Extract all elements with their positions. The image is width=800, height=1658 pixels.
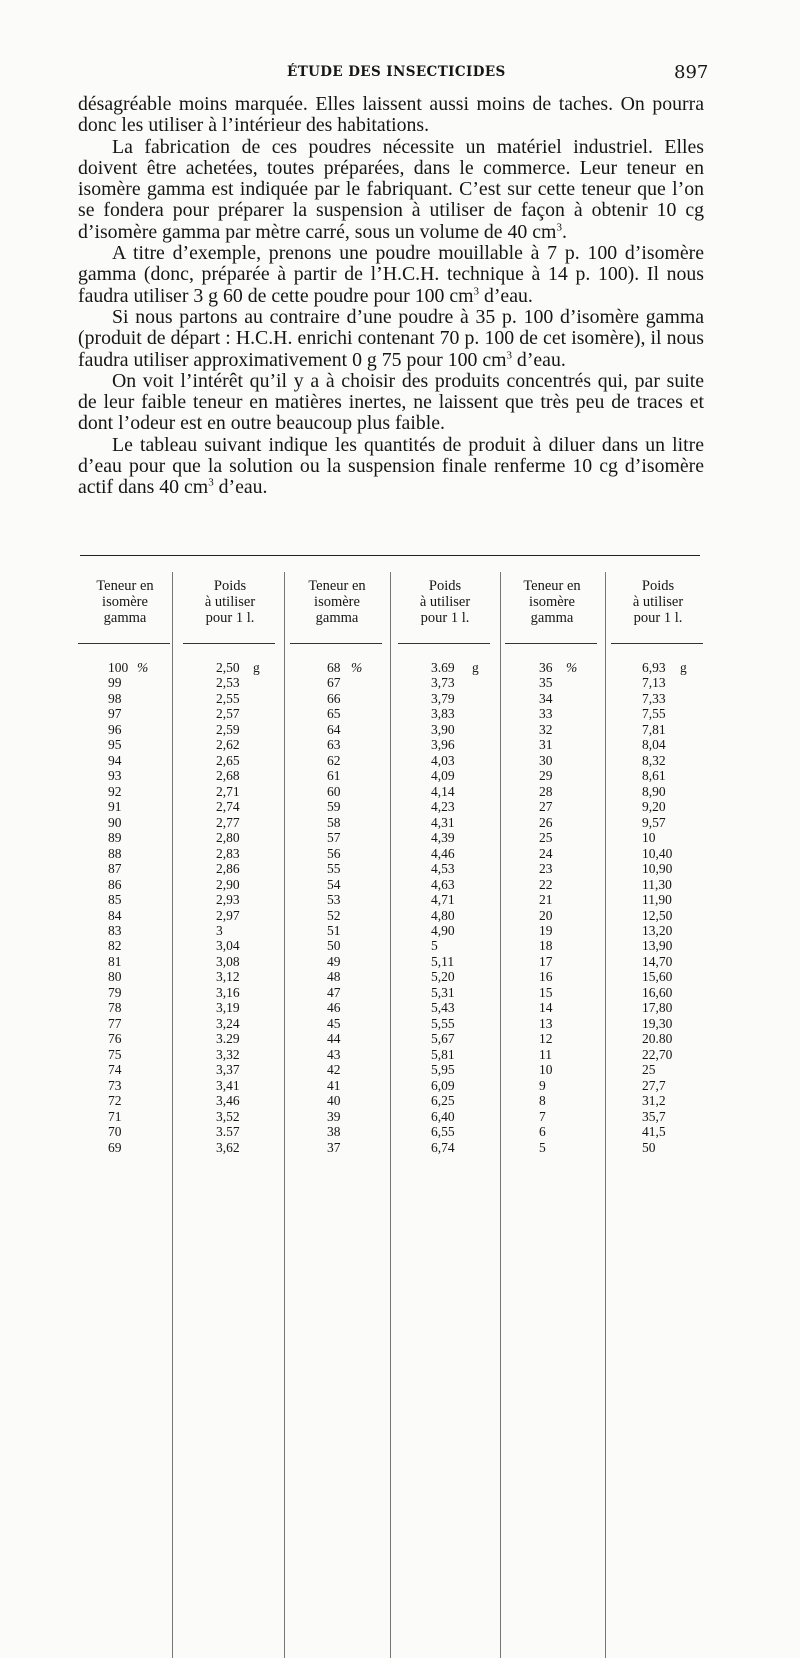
table-cell: 99 <box>108 675 122 691</box>
paragraph-5: On voit l’intérêt qu’il y a à choisir des produits concentrés qui, par suite de leur faible teneur en matières inertes, ne laissent que très peu de traces et dont l’odeur est en outre beaucoup plus faible. <box>78 369 704 435</box>
header-rule <box>611 643 703 644</box>
table-cell: 89 <box>108 830 122 846</box>
table-cell: 10 <box>642 830 656 846</box>
table-cell: 2,65 <box>216 752 240 768</box>
table-cell: 15,60 <box>642 969 673 985</box>
paragraph-1: désagréable moins marquée. Elles laissent aussi moins de taches. On pourra donc les utiliser à l’intérieur des habitations. <box>78 93 704 137</box>
table-cell: 7,55 <box>642 706 666 722</box>
body-text <box>78 94 704 499</box>
paragraph-6: Le tableau suivant indique les quantités de produit à diluer dans un litre d’eau pour que la solution ou la suspension finale renferme 10 cg d’isomère actif dans 40 $cm^3$ d’eau. <box>78 433 704 499</box>
table-cell: 45 <box>327 1015 341 1031</box>
table-cell: 7,13 <box>642 675 666 691</box>
table-cell: 16 <box>539 969 553 985</box>
table-cell: 2,71 <box>216 783 240 799</box>
table-cell: 68 <box>327 660 341 675</box>
table-cell: 29 <box>539 768 553 784</box>
table-cell: 76 <box>108 1031 122 1047</box>
table-cell: 95 <box>108 737 122 753</box>
table-cell: 74 <box>108 1062 122 1078</box>
table-cell: 2,68 <box>216 768 240 784</box>
column-divider <box>172 572 173 1658</box>
column-divider <box>390 572 391 1658</box>
table-cell: 33 <box>539 706 553 722</box>
table-cell: 11,90 <box>642 892 672 908</box>
column-poids-2 <box>431 660 455 1155</box>
header-rule <box>183 643 275 644</box>
table-cell: 77 <box>108 1015 122 1031</box>
table-cell: 24 <box>539 845 553 861</box>
table-cell: 5,43 <box>431 1000 455 1016</box>
column-poids-1 <box>216 660 240 1155</box>
table-cell: 2,93 <box>216 892 240 908</box>
table-cell: 87 <box>108 861 122 877</box>
table-cell: 6,40 <box>431 1108 455 1124</box>
table-cell: 3,90 <box>431 721 455 737</box>
header-teneur-3: Teneur en isomère gamma <box>523 578 581 626</box>
table-cell: 85 <box>108 892 122 908</box>
table-cell: 91 <box>108 799 122 815</box>
table-cell: 2,57 <box>216 706 240 722</box>
table-cell: 73 <box>108 1077 122 1093</box>
table-cell: 7,81 <box>642 721 666 737</box>
table-cell: 71 <box>108 1108 122 1124</box>
table-cell: 21 <box>539 892 553 908</box>
unit-gram: g <box>253 660 260 675</box>
table-cell: 84 <box>108 907 122 923</box>
table-cell: 78 <box>108 1000 122 1016</box>
table-cell: 5 <box>431 938 438 954</box>
header-teneur-2: Teneur en isomère gamma <box>308 578 366 626</box>
table-cell: 23 <box>539 861 553 877</box>
table-cell: 93 <box>108 768 122 784</box>
table-cell: 3,24 <box>216 1015 240 1031</box>
table-cell: 3.57 <box>216 1124 240 1140</box>
table-cell: 100 <box>108 660 129 675</box>
table-cell: 4,31 <box>431 814 455 830</box>
header-poids-2: Poids à utiliser pour 1 l. <box>419 578 471 626</box>
table-cell: 3,32 <box>216 1046 240 1062</box>
table-cell: 3,96 <box>431 737 455 753</box>
table-cell: 16,60 <box>642 984 673 1000</box>
table-cell: 12 <box>539 1031 553 1047</box>
table-cell: 72 <box>108 1093 122 1109</box>
table-cell: 35 <box>539 675 553 691</box>
table-cell: 96 <box>108 721 122 737</box>
table-cell: 3,62 <box>216 1139 240 1155</box>
table-cell: 2,97 <box>216 907 240 923</box>
running-header <box>0 62 800 86</box>
header-rule <box>290 643 382 644</box>
table-cell: 3,46 <box>216 1093 240 1109</box>
table-cell: 92 <box>108 783 122 799</box>
table-cell: 3,08 <box>216 953 240 969</box>
chapter-title: ÉTUDE DES INSECTICIDES <box>287 64 506 80</box>
table-cell: 90 <box>108 814 122 830</box>
table-cell: 38 <box>327 1124 341 1140</box>
table-cell: 55 <box>327 861 341 877</box>
table-cell: 4,14 <box>431 783 455 799</box>
table-cell: 3.69 <box>431 660 455 675</box>
table-cell: 19 <box>539 922 553 938</box>
table-cell: 3,73 <box>431 675 455 691</box>
table-cell: 5,20 <box>431 969 455 985</box>
table-cell: 22,70 <box>642 1046 673 1062</box>
table-cell: 43 <box>327 1046 341 1062</box>
table-cell: 44 <box>327 1031 341 1047</box>
header-rule <box>505 643 597 644</box>
table-cell: 2,80 <box>216 830 240 846</box>
table-cell: 5,55 <box>431 1015 455 1031</box>
table-cell: 61 <box>327 768 341 784</box>
table-cell: 8,04 <box>642 737 666 753</box>
table-cell: 70 <box>108 1124 122 1140</box>
table-cell: 31 <box>539 737 553 753</box>
unit-percent: % <box>137 660 149 675</box>
table-cell: 5 <box>539 1139 546 1155</box>
table-cell: 19,30 <box>642 1015 673 1031</box>
table-cell: 57 <box>327 830 341 846</box>
table-cell: 34 <box>539 690 553 706</box>
table-cell: 15 <box>539 984 553 1000</box>
table-cell: 5,67 <box>431 1031 455 1047</box>
table-cell: 5,95 <box>431 1062 455 1078</box>
table-cell: 4,80 <box>431 907 455 923</box>
table-cell: 5,11 <box>431 953 455 969</box>
table-cell: 11 <box>539 1046 552 1062</box>
table-cell: 64 <box>327 721 341 737</box>
table-cell: 2,77 <box>216 814 240 830</box>
table-cell: 75 <box>108 1046 122 1062</box>
table-cell: 94 <box>108 752 122 768</box>
table-cell: 2,86 <box>216 861 240 877</box>
table-cell: 83 <box>108 922 122 938</box>
table-cell: 27,7 <box>642 1077 666 1093</box>
unit-percent: % <box>351 660 363 675</box>
table-cell: 2,50 <box>216 660 240 675</box>
unit-gram: g <box>472 660 479 675</box>
column-poids-3 <box>642 660 672 1155</box>
table-cell: 13,20 <box>642 922 673 938</box>
header-rule <box>78 643 170 644</box>
table-cell: 98 <box>108 690 122 706</box>
table-cell: 6,55 <box>431 1124 455 1140</box>
table-cell: 30 <box>539 752 553 768</box>
table-cell: 8,61 <box>642 768 666 784</box>
table-cell: 9 <box>539 1077 546 1093</box>
table-cell: 3,37 <box>216 1062 240 1078</box>
table-cell: 66 <box>327 690 341 706</box>
table-cell: 3,19 <box>216 1000 240 1016</box>
table-cell: 41,5 <box>642 1124 666 1140</box>
header-poids-1: Poids à utiliser pour 1 l. <box>204 578 256 626</box>
table-cell: 13,90 <box>642 938 673 954</box>
table-cell: 20 <box>539 907 553 923</box>
table-cell: 4,71 <box>431 892 455 908</box>
table-cell: 8,32 <box>642 752 666 768</box>
table-cell: 60 <box>327 783 341 799</box>
table-cell: 25 <box>642 1062 656 1078</box>
table-cell: 6,25 <box>431 1093 455 1109</box>
table-cell: 28 <box>539 783 553 799</box>
table-cell: 17,80 <box>642 1000 673 1016</box>
table-cell: 14,70 <box>642 953 673 969</box>
table-cell: 41 <box>327 1077 341 1093</box>
table-cell: 20.80 <box>642 1031 673 1047</box>
table-cell: 2,74 <box>216 799 240 815</box>
table-cell: 56 <box>327 845 341 861</box>
table-cell: 59 <box>327 799 341 815</box>
table-cell: 32 <box>539 721 553 737</box>
table-cell: 80 <box>108 969 122 985</box>
table-cell: 42 <box>327 1062 341 1078</box>
table-cell: 4,46 <box>431 845 455 861</box>
table-cell: 47 <box>327 984 341 1000</box>
paragraph-4: Si nous partons au contraire d’une poudre à 35 p. 100 d’isomère gamma (produit de départ : H.C.H. enrichi contenant 70 p. 100 de cet isomère), il nous faudra utiliser approximativement 0 g 75 pour 100 $cm^3$ d’eau. <box>78 305 704 371</box>
unit-percent: % <box>566 660 578 675</box>
page-number: 897 <box>674 62 709 83</box>
table-cell: 4,09 <box>431 768 455 784</box>
table-cell: 3,52 <box>216 1108 240 1124</box>
table-cell: 51 <box>327 922 341 938</box>
table-cell: 27 <box>539 799 553 815</box>
table-cell: 3,04 <box>216 938 240 954</box>
table-cell: 53 <box>327 892 341 908</box>
table-cell: 6,09 <box>431 1077 455 1093</box>
header-rule <box>398 643 490 644</box>
table-cell: 11,30 <box>642 876 672 892</box>
column-divider <box>500 572 501 1658</box>
table-cell: 2,53 <box>216 675 240 691</box>
table-cell: 6,93 <box>642 660 666 675</box>
table-cell: 79 <box>108 984 122 1000</box>
table-cell: 5,31 <box>431 984 455 1000</box>
table-cell: 17 <box>539 953 553 969</box>
table-cell: 3,83 <box>431 706 455 722</box>
table-cell: 81 <box>108 953 122 969</box>
table-cell: 46 <box>327 1000 341 1016</box>
table-cell: 88 <box>108 845 122 861</box>
table-cell: 3.29 <box>216 1031 240 1047</box>
paragraph-3: A titre d’exemple, prenons une poudre mouillable à 7 p. 100 d’isomère gamma (donc, préparée à partir de l’H.C.H. technique à 14 p. 100). Il nous faudra utiliser 3 g 60 de cette poudre pour 100 $cm^3$ d’eau. <box>78 242 704 307</box>
table-cell: 37 <box>327 1139 341 1155</box>
unit-gram: g <box>680 660 687 675</box>
table-cell: 67 <box>327 675 341 691</box>
table-cell: 4,39 <box>431 830 455 846</box>
table-cell: 49 <box>327 953 341 969</box>
table-cell: 10,40 <box>642 845 673 861</box>
table-cell: 6 <box>539 1124 546 1140</box>
table-cell: 4,23 <box>431 799 455 815</box>
table-cell: 4,63 <box>431 876 455 892</box>
table-cell: 3,79 <box>431 690 455 706</box>
table-cell: 3,12 <box>216 969 240 985</box>
table-cell: 2,59 <box>216 721 240 737</box>
table-cell: 10,90 <box>642 861 673 877</box>
column-divider <box>605 572 606 1658</box>
table-cell: 65 <box>327 706 341 722</box>
table-cell: 14 <box>539 1000 553 1016</box>
table-cell: 8,90 <box>642 783 666 799</box>
table-cell: 58 <box>327 814 341 830</box>
table-cell: 2,62 <box>216 737 240 753</box>
header-teneur-1: Teneur en isomère gamma <box>96 578 154 626</box>
table-cell: 7 <box>539 1108 546 1124</box>
table-cell: 50 <box>642 1139 656 1155</box>
table-cell: 10 <box>539 1062 553 1078</box>
table-cell: 35,7 <box>642 1108 666 1124</box>
table-cell: 54 <box>327 876 341 892</box>
table-cell: 63 <box>327 737 341 753</box>
table-cell: 82 <box>108 938 122 954</box>
table-cell: 4,03 <box>431 752 455 768</box>
column-divider <box>284 572 285 1658</box>
column-teneur-3 <box>539 660 553 1155</box>
table-cell: 2,83 <box>216 845 240 861</box>
table-cell: 3 <box>216 922 223 938</box>
table-cell: 2,55 <box>216 690 240 706</box>
column-teneur-2 <box>327 660 341 1155</box>
table-cell: 4,90 <box>431 922 455 938</box>
table-cell: 2,90 <box>216 876 240 892</box>
table-cell: 12,50 <box>642 907 673 923</box>
header-poids-3: Poids à utiliser pour 1 l. <box>632 578 684 626</box>
table-cell: 7,33 <box>642 690 666 706</box>
table-cell: 48 <box>327 969 341 985</box>
table-cell: 40 <box>327 1093 341 1109</box>
table-cell: 97 <box>108 706 122 722</box>
table-cell: 3,16 <box>216 984 240 1000</box>
table-cell: 50 <box>327 938 341 954</box>
table-top-rule <box>80 555 700 556</box>
table-cell: 39 <box>327 1108 341 1124</box>
table-cell: 4,53 <box>431 861 455 877</box>
table-cell: 69 <box>108 1139 122 1155</box>
table-cell: 86 <box>108 876 122 892</box>
table-cell: 6,74 <box>431 1139 455 1155</box>
table-cell: 8 <box>539 1093 546 1109</box>
table-cell: 36 <box>539 660 553 675</box>
table-cell: 18 <box>539 938 553 954</box>
table-cell: 3,41 <box>216 1077 240 1093</box>
table-cell: 22 <box>539 876 553 892</box>
table-cell: 52 <box>327 907 341 923</box>
table-cell: 26 <box>539 814 553 830</box>
table-cell: 13 <box>539 1015 553 1031</box>
table-cell: 25 <box>539 830 553 846</box>
table-cell: 9,57 <box>642 814 666 830</box>
table-cell: 62 <box>327 752 341 768</box>
table-cell: 31,2 <box>642 1093 666 1109</box>
column-teneur-1 <box>108 660 128 1155</box>
table-cell: 5,81 <box>431 1046 455 1062</box>
paragraph-2: La fabrication de ces poudres nécessite un matériel industriel. Elles doivent être achetées, toutes préparées, dans le commerce. Leur teneur en isomère gamma est indiquée par le fabriquant. C’est sur cette teneur que l’on se fondera pour préparer la suspension à utiliser de façon à obtenir 10 cg d’isomère gamma par mètre carré, sous un volume de 40 $cm^3$. <box>78 135 704 243</box>
table-cell: 9,20 <box>642 799 666 815</box>
